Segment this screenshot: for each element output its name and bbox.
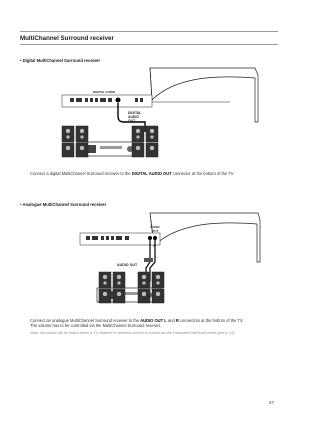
panel-label-digital: DIGITAL AUDIO bbox=[93, 90, 116, 94]
digital-out-label-1: DIGITAL bbox=[128, 111, 142, 115]
audio-out-label: AUDIO OUT bbox=[117, 263, 138, 267]
panel-label-out: OUT bbox=[152, 229, 159, 233]
analogue-heading: • Analogue MultiChannel Surround receiver bbox=[20, 202, 107, 207]
digital-out-label-2: AUDIO bbox=[128, 115, 139, 119]
child-lock-note: Note: No sound will be heard when a TV channel or external source is locked via the Features/Child lock menu (see p. 11). bbox=[30, 331, 236, 335]
page-title: MultiChannel Surround receiver bbox=[20, 35, 114, 42]
digital-out-label-3: OUT bbox=[128, 119, 136, 123]
panel-label-audio: AUDIO bbox=[150, 225, 160, 229]
digital-instructions: Connect a digital MultiChannel Surround receiver to the DIGITAL AUDIO OUT connector at the bottom of the TV. bbox=[30, 171, 235, 176]
analogue-instructions: Connect an analogue MultiChannel Surround receiver to the AUDIO OUT L and R connectors at the bottom of the TV. The volume has to be controlled via the MultiChannel Surround receiver. bbox=[30, 318, 244, 329]
digital-heading: • Digital MultiChannel Surround receiver bbox=[20, 58, 101, 63]
page-number: 27 bbox=[269, 400, 275, 405]
audio-out-r-connector bbox=[153, 236, 157, 240]
audio-out-l-connector bbox=[148, 236, 152, 240]
